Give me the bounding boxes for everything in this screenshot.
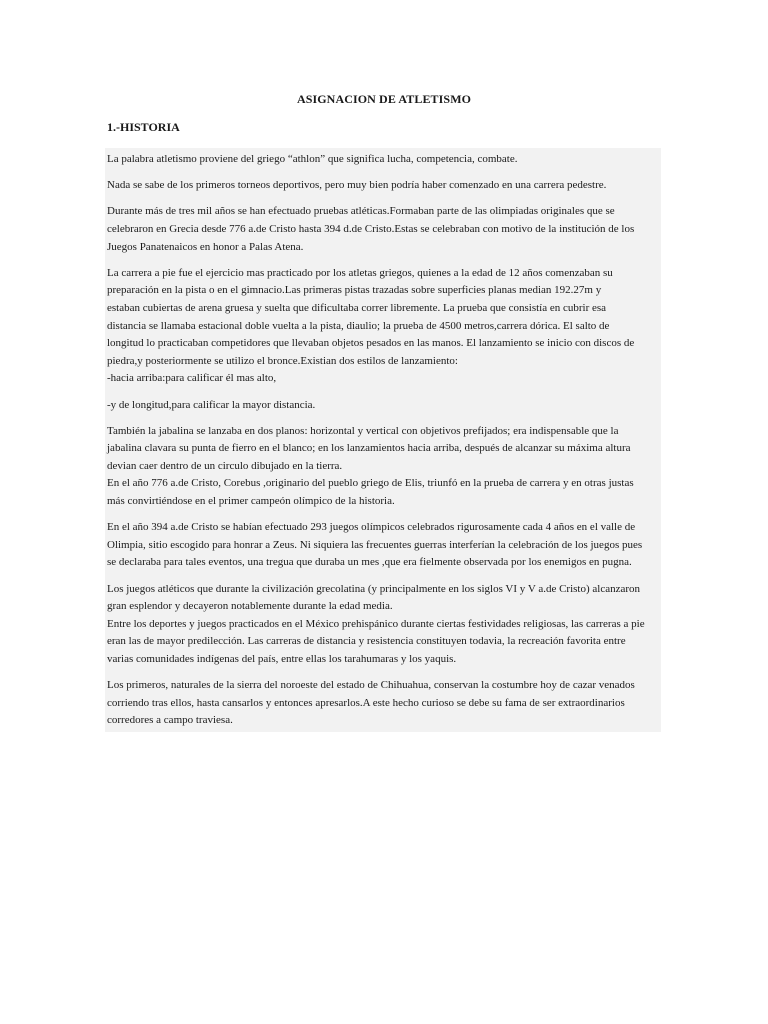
text-line: piedra,y posteriormente se utilizo el bronce.Existian dos estilos de lanzamiento: [107,354,458,367]
text-line: En el año 394 a.de Cristo se habían efectuado 293 juegos olímpicos celebrados rigurosamente cada 4 años en el valle de [107,521,636,534]
text-line: Durante más de tres mil años se han efectuado pruebas atléticas.Formaban parte de las olimpiadas originales que se [107,205,615,218]
paragraph [107,581,659,669]
text-line: También la jabalina se lanzaba en dos planos: horizontal y vertical con objetivos prefijados; era indispensable que la [107,424,619,437]
text-line: distancia se llamaba estacional doble vuelta a la pista, diaulio; la prueba de 4500 metros,carrera dórica. El salto de [107,319,610,332]
text-line: corredores a campo traviesa. [107,714,233,727]
text-line: corriendo tras ellos, hasta cansarlos y entonces apresarlos.A este hecho curioso se debe su fama de ser extraordinarios [107,696,625,709]
text-line: devian caer dentro de un circulo dibujado en la tierra. [107,459,343,472]
text-line: gran esplendor y decayeron notablemente durante la edad media. [107,600,393,613]
text-line: -hacia arriba:para calificar él mas alto, [107,372,277,385]
text-line: Nada se sabe de los primeros torneos deportivos, pero muy bien podría haber comenzado en una carrera pedestre. [107,179,607,192]
text-line: estaban cubiertas de arena gruesa y suelta que dificultaba correr libremente. La prueba que consistía en cubrir esa [107,301,607,314]
paragraph [107,677,659,730]
text-line: -y de longitud,para calificar la mayor distancia. [107,398,316,411]
text-line: La palabra atletismo proviene del griego “athlon” que significa lucha, competencia, combate. [107,153,518,165]
section-heading-historia: 1.-HISTORIA [107,120,180,134]
paragraph [107,423,659,511]
body-text-block [105,148,661,732]
text-line: Olimpia, sitio escogido para honrar a Zeus. Ni siquiera las frecuentes guerras interferían la celebración de los juegos pues [107,538,643,551]
paragraph [107,151,659,169]
text-line: Juegos Panatenaicos en honor a Palas Atena. [107,240,304,253]
paragraph [107,265,659,388]
text-line: Entre los deportes y juegos practicados en el México prehispánico durante ciertas festividades religiosas, las carreras a pie [107,617,645,630]
text-line: varias comunidades indígenas del país, entre ellas los tarahumaras y los yaquis. [107,653,457,665]
document-title: ASIGNACION DE ATLETISMO [296,92,472,106]
text-line: preparación en la pista o en el gimnacio.Las primeras pistas trazadas sobre superficies planas median 192.27m y [107,284,602,297]
text-line: jabalina clavara su punta de fierro en el blanco; en los lanzamientos hacia arriba, después de alcanzar su máxima altura [107,442,631,455]
text-line: En el año 776 a.de Cristo, Corebus ,originario del pueblo griego de Elis, triunfó en la prueba de carrera y en otras justas [107,477,634,490]
paragraph [107,519,659,572]
text-line: La carrera a pie fue el ejercicio mas practicado por los atletas griegos, quienes a la edad de 12 años comenzaban su [107,266,613,279]
text-line: más convirtiéndose en el primer campeón olímpico de la historia. [107,495,395,508]
text-line: se declaraba para tales eventos, una tregua que duraba un mes ,que era fielmente observada por los enemigos en pugna. [107,556,632,569]
paragraph [107,397,659,415]
text-line: Los juegos atléticos que durante la civilización grecolatina (y principalmente en los siglos VI y V a.de Cristo) alcanzaron [107,582,641,595]
text-line: eran las de mayor predilección. Las carreras de distancia y resistencia constituyen todavia, la recreación favorita entre [107,635,626,648]
text-line: longitud lo practicaban competidores que llevaban objetos pesados en las manos. El lanzamiento se inicio con discos de [107,337,635,350]
text-line: celebraron en Grecia desde 776 a.de Cristo hasta 394 d.de Cristo.Estas se celebraban con motivo de la institución de los [107,222,635,235]
text-line: Los primeros, naturales de la sierra del noroeste del estado de Chihuahua, conservan la costumbre hoy de cazar venados [107,679,635,692]
paragraph [107,203,659,256]
paragraph [107,177,659,195]
